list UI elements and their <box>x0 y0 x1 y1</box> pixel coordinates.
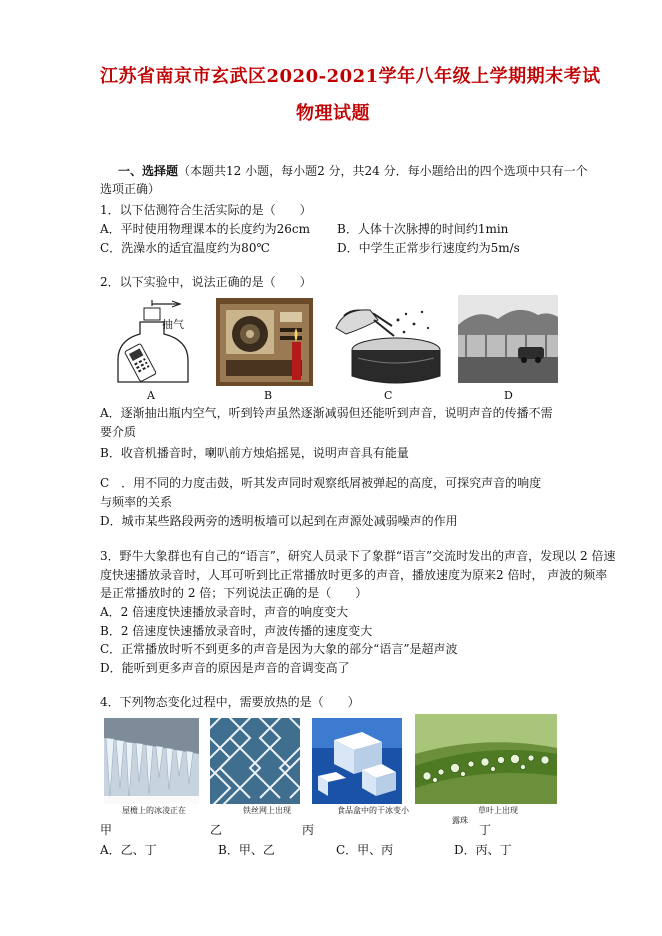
dew-leaf-photo <box>415 714 557 804</box>
section-heading: 一、选择题 <box>118 164 179 178</box>
figure-label-b: B <box>264 389 273 402</box>
option-d: D．中学生正常步行速度约为5m/s <box>337 241 520 255</box>
option-c: C ．用不同的力度击鼓，听其发声同时观察纸屑被弹起的高度，可探究声音的响度 <box>100 476 542 490</box>
option-a-cont: 要介质 <box>100 425 137 439</box>
photo-caption-ding-cont: 露珠 <box>452 816 468 825</box>
section-intro-text: （本题共12 小题，每小题2 分，共24 分．每小题给出的四个选项中只有一个 <box>178 164 588 178</box>
road-barrier-figure <box>458 295 558 383</box>
photo-label-yi: 乙 <box>210 823 223 837</box>
section-intro <box>118 163 588 179</box>
question-stem: 1．以下估测符合生活实际的是（ ） <box>100 203 312 217</box>
photo-caption-jia: 屋檐上的冰凌正在 <box>122 806 186 815</box>
option-c: C．甲、丙 <box>336 843 394 857</box>
wire-mesh-photo <box>210 718 300 804</box>
page-subtitle: 物理试题 <box>296 103 370 124</box>
dry-ice-photo <box>312 718 402 804</box>
option-c: C．洗澡水的适宜温度约为80℃ <box>100 241 270 255</box>
question-stem-line3: 是正常播放时的 2 倍；下列说法正确的是（ ） <box>100 586 368 600</box>
photo-label-bing: 丙 <box>302 823 315 837</box>
figure-annotation: 抽气 <box>162 318 184 331</box>
question-stem-line1: 3．野牛大象群也有自己的“语言”，研究人员录下了象群“语言”交流时发出的声音，发现以 2 倍速 <box>100 549 616 563</box>
option-d: D．丙、丁 <box>454 843 512 857</box>
bell-jar-figure <box>110 300 196 386</box>
option-b: B．人体十次脉搏的时间约1min <box>337 222 509 236</box>
question-stem: 4．下列物态变化过程中，需要放热的是（ ） <box>100 695 360 709</box>
drum-figure <box>334 298 442 384</box>
option-b: B．2 倍速度快速播放录音时，声波传播的速度变大 <box>100 624 373 638</box>
photo-caption-ding: 草叶上出现 <box>478 806 518 815</box>
option-b: B．甲、乙 <box>218 843 275 857</box>
section-intro-line2: 选项正确） <box>100 182 161 196</box>
figure-label-d: D <box>504 389 513 402</box>
photo-caption-yi: 铁丝网上出现 <box>243 806 291 815</box>
question-stem: 2．以下实验中，说法正确的是（ ） <box>100 275 312 289</box>
option-d: D．能听到更多声音的原因是声音的音调变高了 <box>100 661 350 675</box>
figure-label-c: C <box>384 389 393 402</box>
option-a: A．2 倍速度快速播放录音时，声音的响度变大 <box>100 605 349 619</box>
icicles-photo <box>104 718 199 804</box>
speaker-candle-figure <box>216 298 313 386</box>
option-d: D．城市某些路段两旁的透明板墙可以起到在声源处减弱噪声的作用 <box>100 514 458 528</box>
figure-label-a: A <box>147 389 155 402</box>
option-a: A．乙、丁 <box>100 843 157 857</box>
photo-label-jia: 甲 <box>100 823 113 837</box>
photo-caption-bing: 食品盒中的干冰变小 <box>337 806 409 815</box>
page-title: 江苏省南京市玄武区2020-2021学年八年级上学期期末考试 <box>100 66 601 87</box>
option-b: B．收音机播音时，喇叭前方烛焰摇晃，说明声音具有能量 <box>100 446 409 460</box>
option-a: A．平时使用物理课本的长度约为26cm <box>100 222 311 236</box>
option-a: A．逐渐抽出瓶内空气，听到铃声虽然逐渐减弱但还能听到声音，说明声音的传播不需 <box>100 406 553 420</box>
option-c: C．正常播放时听不到更多的声音是因为大象的部分“语言”是超声波 <box>100 642 458 656</box>
question-stem-line2: 度快速播放录音时，人耳可听到比正常播放时更多的声音，播放速度为原来2 倍时， 声波的频率 <box>100 568 608 582</box>
option-c-cont: 与频率的关系 <box>100 495 173 509</box>
photo-label-ding: 丁 <box>479 823 492 837</box>
